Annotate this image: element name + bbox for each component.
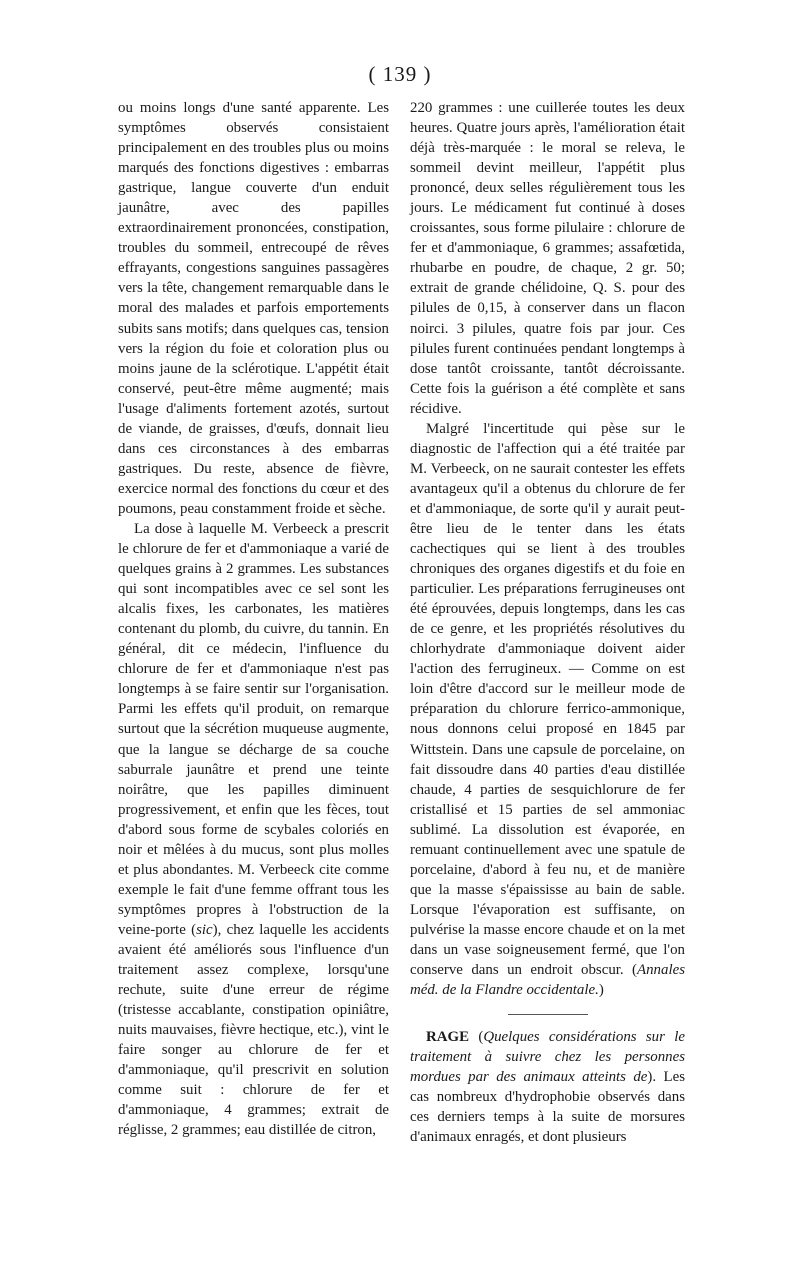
section-divider xyxy=(508,1014,588,1015)
right-column xyxy=(410,98,685,1147)
text-run: ) xyxy=(598,982,604,999)
text-run: ( xyxy=(469,1029,484,1046)
text-run: Malgré l'incertitude qui pèse sur le diagnostic de l'affection qui a été traitée par M. Verbeeck, on ne saurait contester les effets avantageux qu'il a obtenus du chlorure de fer et d'ammoniaque, de sorte qu'il y aurait peut-être lieu de le tenter dans les états cachectiques qui se lient à des troubles chroniques des organes digestifs et du foie en particulier. Les préparations ferrugineuses ont été éprouvées, depuis longtemps, dans les cas de ce genre, et les propriétés résolutives du chlorhydrate d'ammoniaque doivent aider l'action des ferrugineux. — Comme on est loin d'être d'accord sur le meilleur mode de préparation du chlorure ferrico-ammonique, nous donnons celui proposé en 1845 par Wittstein. Dans une capsule de porcelaine, on fait dissoudre dans 40 parties d'eau distillée chaude, 4 parties de sesquichlorure de fer cristallisé et 15 parties de sel ammoniac sublimé. La dissolution est évaporée, en remuant continuellement avec une spatule de porcelaine, d'abord à feu nu, et de manière que la masse s'épaississe au bain de sable. Lorsque l'évaporation est suffisante, on pulvérise la masse encore chaude et on la met dans un vase soigneusement fermé, que l'on conserve dans un endroit obscur. ( xyxy=(410,420,685,979)
italic-text: sic xyxy=(196,921,213,938)
paragraph xyxy=(410,1027,685,1147)
text-run: ). Les cas nombreux d'hydrophobie observés dans ces derniers temps à la suite de morsures d'animaux enragés, et dont plusieurs xyxy=(410,1069,685,1146)
entry-heading: RAGE xyxy=(426,1029,470,1046)
text-run: ), chez laquelle les accidents avaient été améliorés sous l'influence d'un traitement assez complexe, lorsqu'une rechute, suite d'une erreur de régime (tristesse accablante, constipation opiniâtre, nuits mauvaises, fièvre hectique, etc.), vint le faire songer au chlorure de fer et d'ammoniaque, qu'il prescrivit en solution comme suit : chlorure de fer et d'ammoniaque, 4 grammes; extrait de réglisse, 2 grammes; eau distillée de citron, xyxy=(118,921,389,1139)
paragraph: ou moins longs d'une santé apparente. Les symptômes observés consistaient principalement en des troubles plus ou moins marqués des fonctions digestives : embarras gastrique, langue couverte d'un enduit jaunâtre, avec des papilles extraordinairement prononcées, constipation, troubles du sommeil, entrecoupé de rêves effrayants, congestions sanguines passagères vers la tête, changement remarquable dans le moral des malades et parfois emportements subits sans motifs; dans quelques cas, tension vers la région du foie et coloration plus ou moins jaune de la sclérotique. L'appétit était conservé, peut-être même augmenté; mais l'usage d'aliments fortement azotés, surtout de viande, de graisses, d'œufs, donnait lieu dans ces circonstances à des embarras gastriques. Du reste, absence de fièvre, exercice normal des fonctions du cœur et des poumons, peau constamment froide et sèche. xyxy=(118,100,389,517)
page-number: ( 139 ) xyxy=(368,62,432,86)
paragraph xyxy=(118,519,389,1140)
source-citation: Annales méd. de la Flandre occidentale. xyxy=(410,962,685,999)
entry-subtitle: Quelques considérations sur le traitement à suivre chez les personnes mordues par des animaux atteints de xyxy=(410,1029,685,1086)
paragraph: 220 grammes : une cuillerée toutes les deux heures. Quatre jours après, l'amélioration était déjà très-marquée : le moral se releva, le sommeil devint meilleur, l'appétit plus prononcé, deux selles régulièrement tous les jours. Le médicament fut continué à doses croissantes, sous forme pilulaire : chlorure de fer et d'ammoniaque, 6 grammes; assafœtida, rhubarbe en poudre, de chaque, 2 gr. 50; extrait de grande chélidoine, Q. S. pour des pilules de 0,15, à conserver dans un flacon noirci. 3 pilules, quatre fois par jour. Ces pilules furent continuées pendant longtemps à dose tantôt croissante, tantôt décroissante. Cette fois la guérison a été complète et sans récidive. xyxy=(410,100,685,417)
paragraph xyxy=(410,419,685,1000)
text-run: La dose à laquelle M. Verbeeck a prescrit le chlorure de fer et d'ammoniaque a varié de quelques grains à 2 grammes. Les substances qui sont incompatibles avec ce sel sont les alcalis fixes, les carbonates, les matières contenant du plomb, du cuivre, du tannin. En général, dit ce médecin, l'influence du chlorure de fer et d'ammoniaque n'est pas longtemps à se faire sentir sur l'organisation. Parmi les effets qu'il produit, on remarque surtout que la sécrétion muqueuse augmente, que la langue se décharge de sa couche saburrale jaunâtre et prend une teinte noirâtre, que les papilles diminuent progressivement, et enfin que les fèces, tout d'abord sous forme de scybales coloriés en noir et mêlées à du mucus, sont plus molles et plus abondantes. M. Verbeeck cite comme exemple le fait d'une femme offrant tous les symptômes propres à l'obstruction de la veine-porte ( xyxy=(118,520,389,938)
left-column xyxy=(118,98,389,1140)
